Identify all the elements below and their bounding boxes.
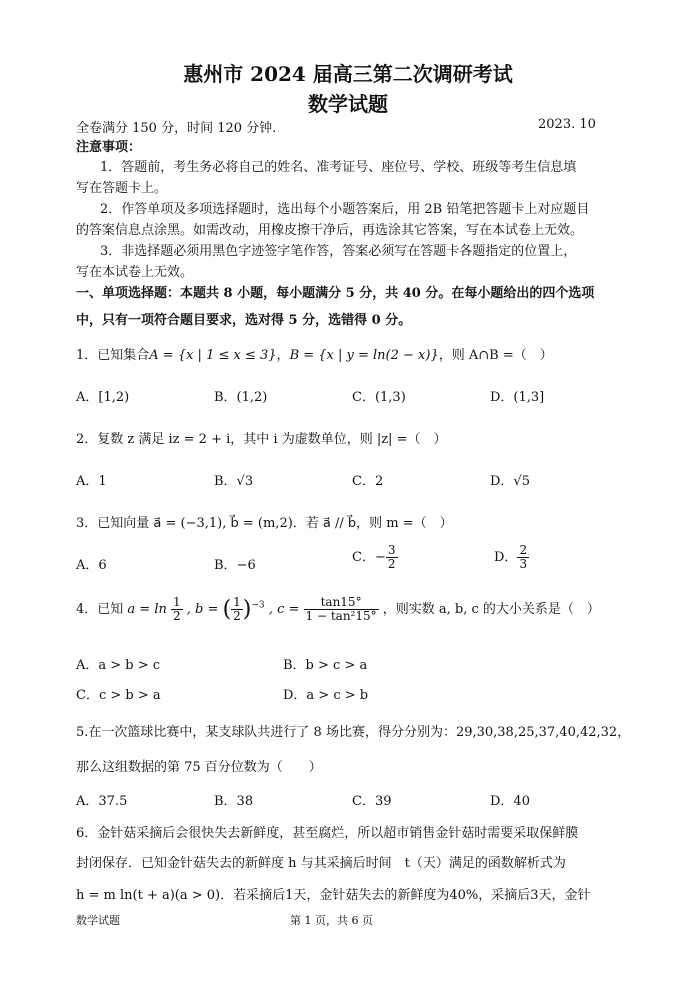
question-5-stem-cont: 那么这组数据的第 75 百分位数为（ ） xyxy=(76,760,322,775)
fraction-denominator: 2 xyxy=(173,609,181,623)
fraction-denominator: 2 xyxy=(387,557,396,571)
question-6-stem: 6．金针菇采摘后会很快失去新鲜度，甚至腐烂，所以超市销售金针菇时需要采取保鲜膜 xyxy=(76,826,579,841)
exam-date: 2023. 10 xyxy=(538,117,596,132)
question-5-option-c: C．39 xyxy=(352,794,392,809)
question-1-tail: ，则 A∩B =（ ） xyxy=(438,348,553,363)
notice-item-3: 3．非选择题必须用黑色字迹签字笔作答，答案必须写在答题卡各题指定的位置上， xyxy=(100,244,577,259)
notice-heading: 注意事项： xyxy=(76,140,142,155)
question-6-stem-cont: 封闭保存．已知金针菇失去的新鲜度 h 与其采摘后时间 t（天）满足的函数解析式为 xyxy=(76,856,566,871)
fraction-a xyxy=(171,596,183,623)
fraction-2-3 xyxy=(517,544,529,571)
notice-item-2: 2．作答单项及多项选择题时，选出每个小题答案后，用 2B 铅笔把答题卡上对应题目 xyxy=(100,202,590,217)
fraction-numerator: tan15° xyxy=(304,596,379,610)
question-1-option-d: D．(1,3] xyxy=(490,390,545,405)
question-2-stem: 2．复数 z 满足 iz = 2 + i，其中 i 为虚数单位，则 |z| =（ ） xyxy=(76,432,447,447)
question-1-option-c: C．(1,3) xyxy=(352,390,406,405)
exponent: −3 xyxy=(251,600,265,611)
question-4-lead: 4．已知 xyxy=(76,602,124,617)
option-c-label: C． xyxy=(352,550,375,565)
fraction-3-2 xyxy=(386,544,398,571)
fraction-numerator: 1 xyxy=(233,595,241,609)
fraction-denominator: 1 − tan²15° xyxy=(305,609,377,623)
expr-c: , c = xyxy=(268,602,300,617)
question-1-sep: ， xyxy=(276,348,290,363)
notice-item-2-cont: 的答案信息点涂黑。如需改动，用橡皮擦干净后，再选涂其它答案，写在本试卷上无效。 xyxy=(76,223,584,238)
set-b: B = {x | y = ln(2 − x)} xyxy=(289,348,439,363)
question-4-option-d: D．a > c > b xyxy=(283,688,369,703)
question-1-lead: 1．已知集合 xyxy=(76,348,150,363)
question-1-stem xyxy=(76,344,553,363)
option-d-label: D． xyxy=(494,550,518,565)
question-4-tail: ，则实数 a, b, c 的大小关系是（ ） xyxy=(382,602,600,617)
notice-item-3-cont: 写在本试卷上无效。 xyxy=(76,265,194,280)
section-heading: 一、单项选择题：本题共 8 小题，每小题满分 5 分，共 40 分。在每小题给出的四个选项 xyxy=(76,286,595,301)
question-2-option-c: C．2 xyxy=(352,474,384,489)
fraction-b xyxy=(231,596,243,623)
question-2-option-a: A．1 xyxy=(76,474,107,489)
question-6-stem-cont2: h = m ln(t + a)(a > 0)．若采摘后1天，金针菇失去的新鲜度为40%，采摘后3天，金针 xyxy=(76,888,591,903)
question-2-option-b: B．√3 xyxy=(214,474,254,489)
fraction-numerator: 1 xyxy=(173,595,181,609)
question-3-option-d xyxy=(494,544,529,571)
question-2-option-d: D．√5 xyxy=(490,474,530,489)
question-4-option-c: C．c > b > a xyxy=(76,688,161,703)
fraction-denominator: 2 xyxy=(233,609,241,623)
notice-item-1-cont: 写在答题卡上。 xyxy=(76,181,168,196)
fraction-numerator: 2 xyxy=(519,543,528,557)
fraction-c xyxy=(304,596,379,623)
exam-duration: 全卷满分 150 分，时间 120 分钟. xyxy=(76,121,277,136)
question-4-option-b: B．b > c > a xyxy=(283,658,368,673)
footer-subject: 数学试题 xyxy=(76,914,120,927)
question-3-option-b: B．−6 xyxy=(214,558,256,573)
question-1-option-b: B．(1,2) xyxy=(214,390,268,405)
expr-b: , b = xyxy=(186,602,219,617)
question-1-option-a: A．[1,2) xyxy=(76,390,130,405)
set-a: A = {x | 1 ≤ x ≤ 3} xyxy=(149,348,277,363)
left-paren: ( xyxy=(222,597,232,622)
question-3-option-c xyxy=(352,544,398,571)
question-3-stem: 3．已知向量 a⃗ = (−3,1), b⃗ = (m,2)．若 a⃗ // b⃗，则 m =（ ） xyxy=(76,516,453,531)
question-5-option-b: B．38 xyxy=(214,794,254,809)
question-4-option-a: A．a > b > c xyxy=(76,658,161,673)
notice-item-1: 1．答题前，考生务必将自己的姓名、准考证号、座位号、学校、班级等考生信息填 xyxy=(100,160,577,175)
expr-a: a = ln xyxy=(127,602,167,617)
minus-sign: − xyxy=(374,550,386,565)
question-5-option-d: D．40 xyxy=(490,794,530,809)
fraction-denominator: 3 xyxy=(519,557,528,571)
exam-subtitle: 数学试题 xyxy=(308,92,388,116)
fraction-numerator: 3 xyxy=(387,543,396,557)
footer-page-number: 第 1 页，共 6 页 xyxy=(290,914,373,927)
exam-title: 惠州市 2024 届高三第二次调研考试 xyxy=(183,62,513,86)
question-4-stem xyxy=(76,596,600,623)
section-heading-cont: 中，只有一项符合题目要求，选对得 5 分，选错得 0 分。 xyxy=(76,313,412,328)
right-paren: ) xyxy=(242,597,252,622)
question-3-option-a: A．6 xyxy=(76,558,107,573)
question-5-option-a: A．37.5 xyxy=(76,794,128,809)
question-5-stem: 5.在一次篮球比赛中，某支球队共进行了 8 场比赛，得分分别为：29,30,38,25,37,40,42,32， xyxy=(76,725,631,740)
